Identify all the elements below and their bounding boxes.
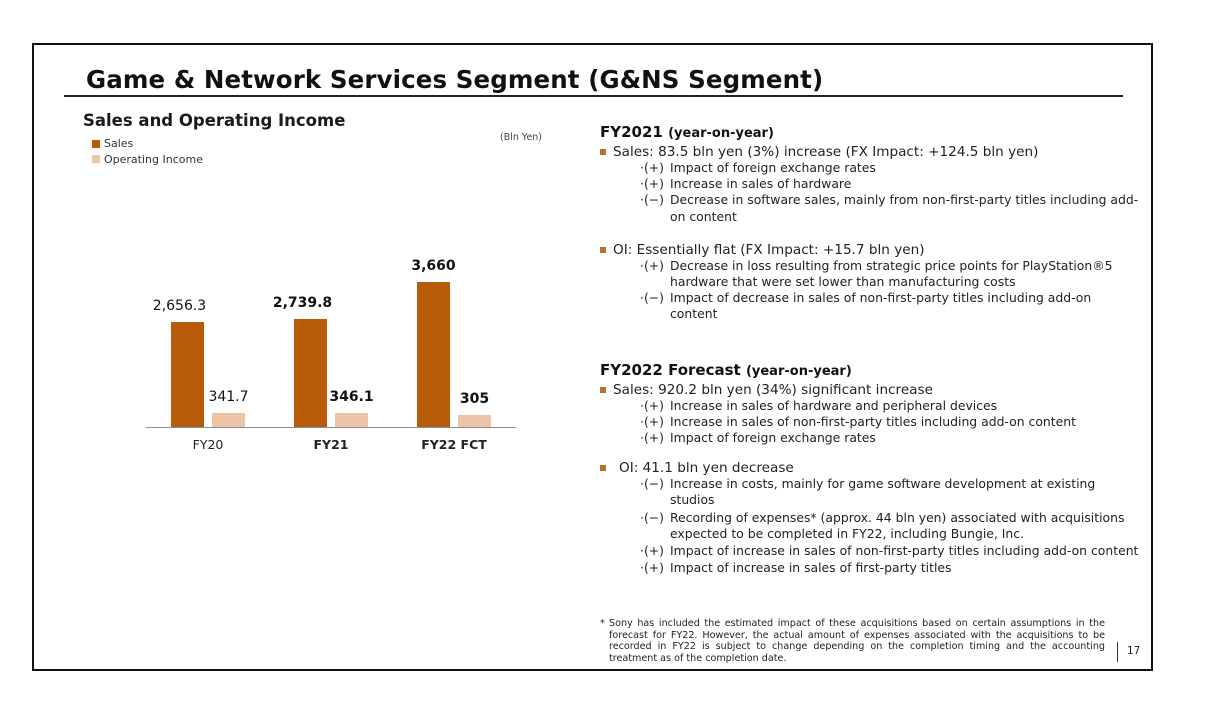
fy2022-oi-bullet xyxy=(600,460,1140,476)
fy2022-sales-headline: Sales: 920.2 bln yen (34%) significant increase xyxy=(613,381,933,398)
fy2021-title: FY2021 xyxy=(600,123,663,141)
sub-bullet-text: Increase in sales of hardware and peripheral devices xyxy=(670,397,998,413)
data-label: 305 xyxy=(459,390,490,407)
sales-bar-fy22-fct xyxy=(417,282,450,427)
legend-item-sales xyxy=(92,136,203,152)
footnote-marker: * xyxy=(600,618,605,629)
sub-bullet-text: Recording of expenses* (approx. 44 bln yen) associated with acquisitions expected to be completed in FY22, including Bungie, Inc. xyxy=(670,509,1125,541)
fy2022-oi-headline: OI: 41.1 bln yen decrease xyxy=(619,460,794,477)
impact-sign: ·(+) xyxy=(640,560,664,576)
data-label: 341.7 xyxy=(208,389,249,406)
slide-title: Game & Network Services Segment (G&NS Segment) xyxy=(86,65,824,94)
chart-title: Sales and Operating Income xyxy=(83,111,346,130)
legend-item-operating-income xyxy=(92,152,203,168)
commentary-panel xyxy=(600,123,1140,576)
page-number-divider xyxy=(1117,642,1118,662)
fy2022-heading xyxy=(600,361,1140,379)
fy2021-oi-items xyxy=(640,258,1140,323)
sub-bullet-text: Increase in costs, mainly for game software development at existing studios xyxy=(670,476,1096,508)
chart-legend xyxy=(92,136,203,167)
x-axis-category-label: FY20 xyxy=(192,437,224,452)
footnote xyxy=(600,618,1105,664)
fy2021-subtitle: (year-on-year) xyxy=(668,126,774,141)
sub-bullet-text: Decrease in loss resulting from strategic price points for PlayStation®5 hardware that were set lower than manufacturing costs xyxy=(670,257,1113,290)
data-label: 346.1 xyxy=(329,389,374,406)
fy2021-oi-bullet xyxy=(600,242,1140,258)
sub-bullet-item xyxy=(640,290,1140,322)
sub-bullet-text: Impact of foreign exchange rates xyxy=(670,160,876,175)
operating-income-bar-fy21 xyxy=(335,413,368,427)
x-axis-line xyxy=(146,427,516,428)
slide xyxy=(32,43,1153,671)
data-label: 2,656.3 xyxy=(152,297,207,314)
sub-bullet-text: Impact of foreign exchange rates xyxy=(670,430,876,446)
x-axis-category-label: FY22 FCT xyxy=(421,437,487,452)
sub-bullet-item xyxy=(640,430,1140,446)
impact-sign: ·(−) xyxy=(640,290,664,306)
sub-bullet-text: Decrease in software sales, mainly from non-first-party titles including add-on content xyxy=(670,192,1139,224)
fy2021-oi-headline: OI: Essentially flat (FX Impact: +15.7 bln yen) xyxy=(613,241,925,258)
page-number: 17 xyxy=(1127,645,1141,657)
sub-bullet-text: Impact of increase in sales of non-first-party titles including add-on content xyxy=(670,543,1139,559)
legend-label: Operating Income xyxy=(104,152,203,166)
bullet-square-icon xyxy=(600,149,606,155)
fy2022-subtitle: (year-on-year) xyxy=(745,363,852,379)
sales-bar-fy21 xyxy=(294,319,327,427)
sub-bullet-text: Increase in sales of hardware xyxy=(670,176,852,192)
title-divider xyxy=(64,95,1123,97)
sub-bullet-item xyxy=(640,414,1140,430)
sub-bullet-item xyxy=(640,192,1140,224)
fy2021-sales-headline: Sales: 83.5 bln yen (3%) increase (FX Impact: +124.5 bln yen) xyxy=(613,144,1039,160)
sub-bullet-item xyxy=(640,160,1140,176)
fy2021-sales-bullet xyxy=(600,144,1140,160)
impact-sign: ·(−) xyxy=(640,192,664,208)
fy2022-sales-bullet xyxy=(600,382,1140,398)
fy2022-title: FY2022 Forecast xyxy=(600,360,741,379)
impact-sign: ·(+) xyxy=(640,397,664,413)
sub-bullet-item xyxy=(640,258,1140,290)
footnote-text: Sony has included the estimated impact of these acquisitions based on certain assumptions in the forecast for FY22. However, the actual amount of expenses associated with the acquisitions to be recorded in FY22 is subject to change depending on the completion timing and the accounting treatment as of the completion date. xyxy=(609,618,1105,664)
sub-bullet-text: Increase in sales of non-first-party titles including add-on content xyxy=(670,413,1076,429)
impact-sign: ·(+) xyxy=(640,160,664,175)
bullet-square-icon xyxy=(600,465,606,471)
impact-sign: ·(+) xyxy=(640,543,664,559)
impact-sign: ·(+) xyxy=(640,430,664,446)
operating-income-bar-fy22-fct xyxy=(458,415,491,427)
data-label: 3,660 xyxy=(411,258,456,275)
sub-bullet-item xyxy=(640,476,1140,508)
impact-sign: ·(+) xyxy=(640,257,664,273)
sub-bullet-item xyxy=(640,510,1140,542)
impact-sign: ·(+) xyxy=(640,176,664,192)
sub-bullet-text: Impact of increase in sales of first-party titles xyxy=(670,560,952,576)
sub-bullet-text: Impact of decrease in sales of non-first-party titles including add-on content xyxy=(670,290,1092,322)
sub-bullet-item xyxy=(640,398,1140,414)
legend-swatch-sales xyxy=(92,140,100,148)
data-label: 2,739.8 xyxy=(272,294,333,311)
operating-income-bar-fy20 xyxy=(212,413,245,427)
fy2022-sales-items xyxy=(640,398,1140,447)
sales-bar-fy20 xyxy=(171,322,204,427)
sub-bullet-item xyxy=(640,176,1140,192)
bullet-square-icon xyxy=(600,247,606,253)
impact-sign: ·(−) xyxy=(640,476,664,492)
impact-sign: ·(+) xyxy=(640,413,664,429)
fy2021-heading xyxy=(600,123,1140,141)
fy2022-oi-items xyxy=(640,476,1140,576)
x-axis-category-label: FY21 xyxy=(313,437,349,452)
legend-label: Sales xyxy=(104,137,134,150)
bullet-square-icon xyxy=(600,387,606,393)
impact-sign: ·(−) xyxy=(640,509,664,525)
chart-unit-label: (Bln Yen) xyxy=(500,132,543,143)
legend-swatch-operating-income xyxy=(92,155,100,163)
fy2021-sales-items xyxy=(640,160,1140,225)
sub-bullet-item xyxy=(640,543,1140,559)
sub-bullet-item xyxy=(640,560,1140,576)
